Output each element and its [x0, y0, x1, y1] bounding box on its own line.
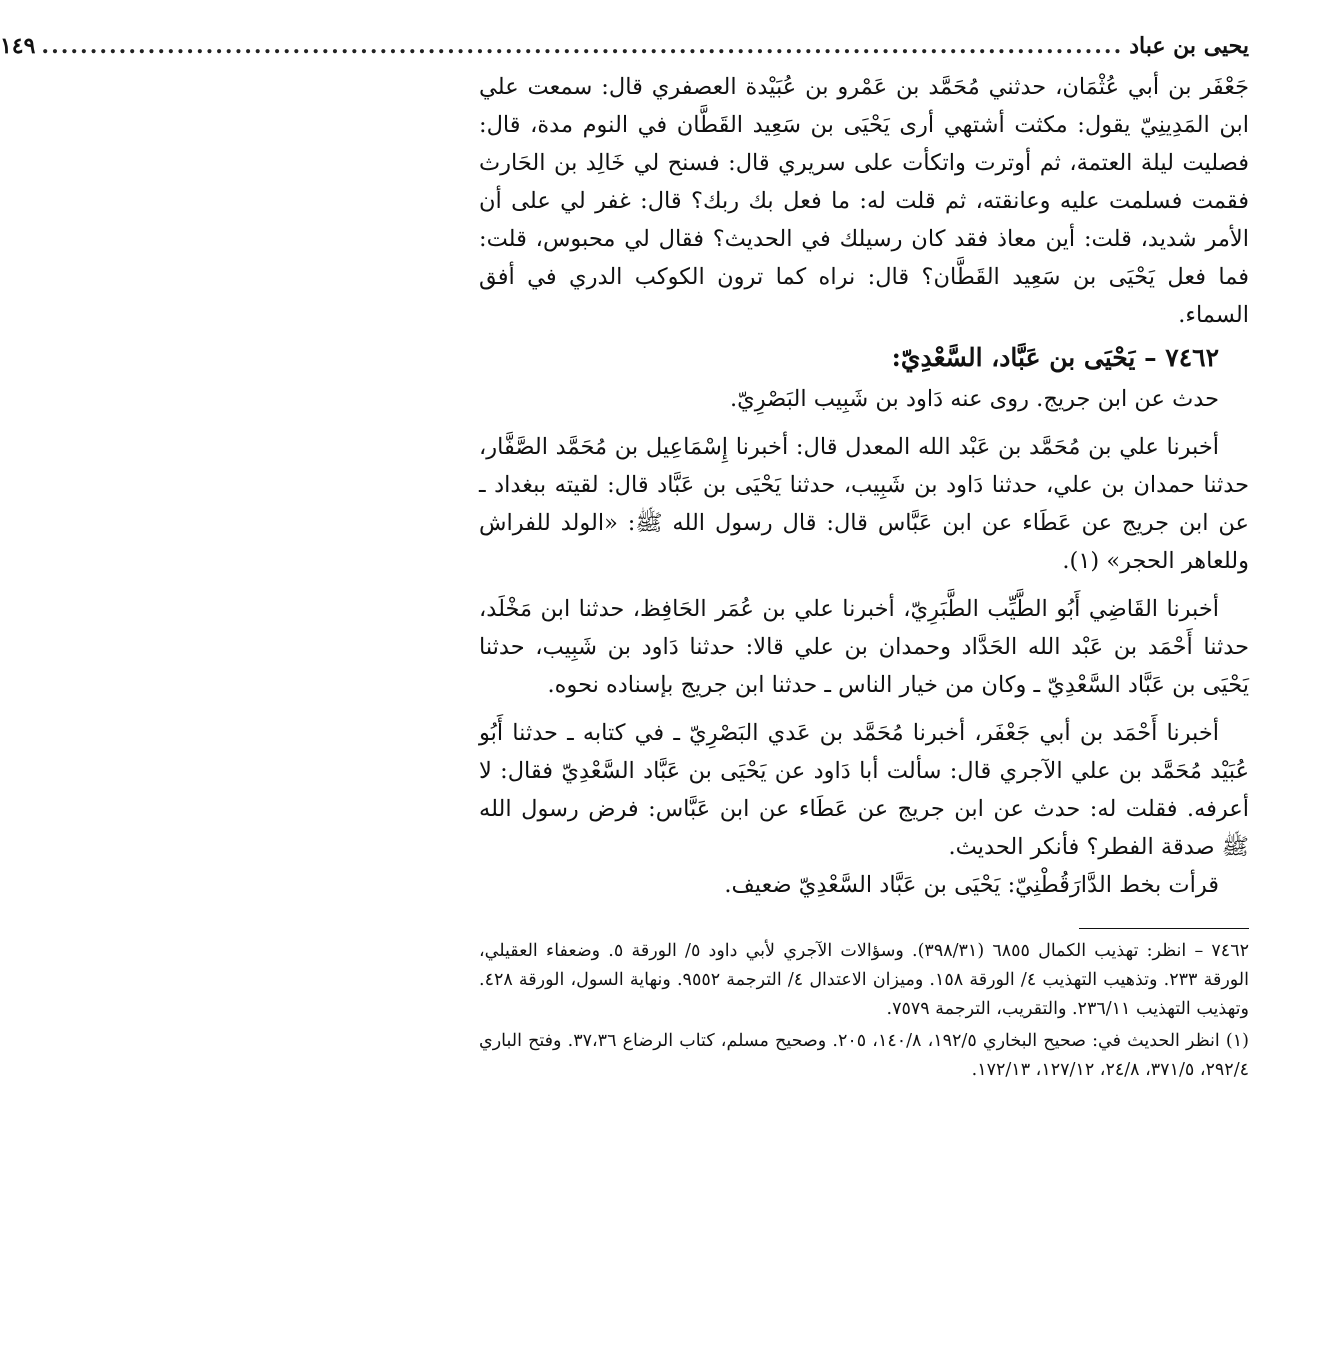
footnote-separator [1079, 928, 1249, 929]
intro-paragraph: جَعْفَر بن أبي عُثْمَان، حدثني مُحَمَّد بن عَمْرو بن عُبَيْدة العصفري قال: سمعت علي ابن المَدِينِيّ يقول: مكثت أشتهي أرى يَحْيَى بن سَعِيد القَطَّان في النوم مدة، قال: فصليت ليلة العتمة، ثم أوترت واتكأت على سريري قال: فسنح لي خَالِد بن الحَارث فقمت فسلمت عليه وعانقته، ثم قلت له: ما فعل بك ربك؟ قال: غفر لي على أن الأمر شديد، قلت: أين معاذ فقد كان رسيلك في الحديث؟ فقال لي محبوس، قلت: فما فعل يَحْيَى بن سَعِيد القَطَّان؟ قال: نراه كما ترون الكوكب الدري في أفق السماء. [479, 74, 1249, 328]
entry-heading: ٧٤٦٢ – يَحْيَى بن عَبَّاد، السَّعْدِيّ: [891, 343, 1219, 372]
entry-paragraph-3: أخبرنا القَاضِي أَبُو الطَّيِّب الطَّبَرِيّ، أخبرنا علي بن عُمَر الحَافِظ، حدثنا ابن مَخْلَد، حدثنا أَحْمَد بن عَبْد الله الحَدَّاد وحمدان بن علي قالا: حدثنا دَاود بن شَبِيب، حدثنا يَحْيَى بن عَبَّاد السَّعْدِيّ ـ وكان من خيار الناس ـ حدثنا ابن جريج بإسناده نحوه. [479, 596, 1249, 698]
entry-paragraph-5: قرأت بخط الدَّارَقُطْنِيّ: يَحْيَى بن عَبَّاد السَّعْدِيّ ضعيف. [724, 872, 1219, 898]
running-header [0, 30, 1249, 64]
entry-paragraph-1: حدث عن ابن جريج. روى عنه دَاود بن شَبِيب البَصْرِيّ. [729, 386, 1219, 412]
main-text [479, 68, 1249, 904]
running-header-title: يحيى بن عباد [1129, 33, 1249, 59]
footnotes [479, 937, 1249, 1085]
running-header-leader-dots: ................................................................................................................ [41, 33, 1124, 59]
entry-paragraph-4: أخبرنا أَحْمَد بن أبي جَعْفَر، أخبرنا مُحَمَّد بن عَدي البَصْرِيّ ـ في كتابه ـ حدثنا أَبُو عُبَيْد مُحَمَّد بن علي الآجري قال: سألت أبا دَاود عن يَحْيَى بن عَبَّاد السَّعْدِيّ فقال: لا أعرفه. فقلت له: حدث عن ابن جريج عن عَطَاء عن ابن عَبَّاس: فرض رسول الله ﷺ صدقة الفطر؟ فأنكر الحديث. [479, 720, 1249, 860]
page-number: ١٤٩ [0, 33, 36, 59]
entry-paragraph-2: أخبرنا علي بن مُحَمَّد بن عَبْد الله المعدل قال: أخبرنا إِسْمَاعِيل بن مُحَمَّد الصَّفَّار، حدثنا حمدان بن علي، حدثنا دَاود بن شَبِيب، حدثنا يَحْيَى بن عَبَّاد قال: لقيته ببغداد ـ عن ابن جريج عن عَطَاء عن ابن عَبَّاس قال: قال رسول الله ﷺ: «الولد للفراش وللعاهر الحجر» (١). [479, 434, 1249, 574]
footnote-1: (١) انظر الحديث في: صحيح البخاري ١٩٢/٥، ١٤٠/٨، ٢٠٥. وصحيح مسلم، كتاب الرضاع ٣٧،٣٦. وفتح الباري ٢٩٢/٤، ٣٧١/٥، ٢٤/٨، ١٢٧/١٢، ١٧٢/١٣. [479, 1031, 1249, 1080]
book-page [0, 30, 1249, 1088]
footnote-entry-sources: ٧٤٦٢ – انظر: تهذيب الكمال ٦٨٥٥ (٣٩٨/٣١). وسؤالات الآجري لأبي داود ٥/ الورقة ٥. وضعفاء العقيلي، الورقة ٢٣٣. وتذهيب التهذيب ٤/ الورقة ١٥٨. وميزان الاعتدال ٤/ الترجمة ٩٥٥٢. ونهاية السول، الورقة ٤٢٨. وتهذيب التهذيب ٢٣٦/١١. والتقريب، الترجمة ٧٥٧٩. [479, 941, 1249, 1019]
